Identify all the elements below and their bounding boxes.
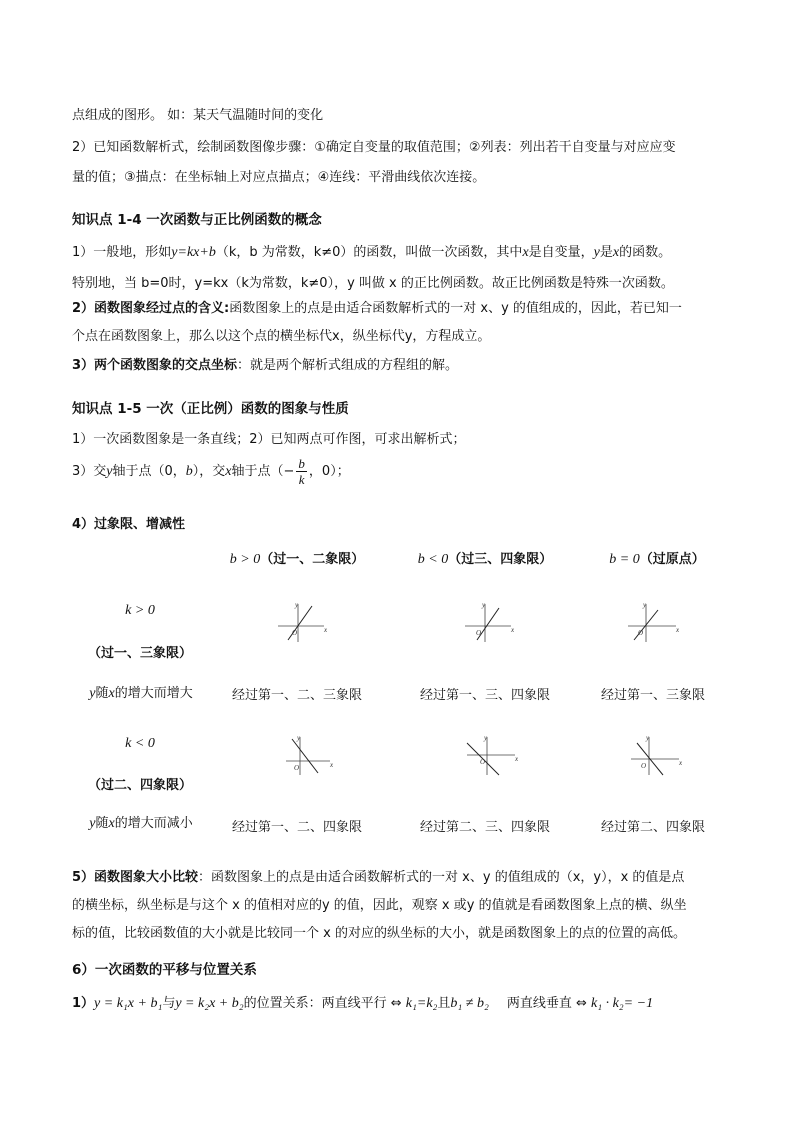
row-k-neg-label: （过二、四象限） [87,778,192,793]
kp14-title: 知识点 1-4 一次函数与正比例函数的概念 [72,212,322,228]
caption-kpos-bzero: 经过第一、三象限 [600,688,705,703]
kp15-p2: 3）交y轴于点（0，b），交x轴于点（− $\frac{b}{k}$ ，0）； [72,456,350,487]
graph-kneg-bzero [627,735,687,777]
graph-kpos-bneg [461,602,521,644]
kp14-p3: 2）函数图象经过点的含义:函数图象上的点是由适合函数解析式的一对 x、y 的值组成的，因此，若已知一 [72,301,682,316]
kp14-p4: 个点在函数图象上，那么以这个点的横坐标代x，纵坐标代y，方程成立。 [72,329,491,344]
svg-text:O: O [638,629,644,637]
row-k-neg-cond: k < 0 [125,736,155,751]
row-k-pos-label: （过一、三象限） [87,646,192,661]
kp15-p1: 1）一次函数图象是一条直线；2）已知两点可作图，可求出解析式； [72,432,466,447]
p6-title: 6）一次函数的平移与位置关系 [72,962,257,978]
col-header-b-zero: b = 0（过原点） [609,552,705,567]
linear-expr: y=kx+b [171,245,216,260]
svg-text:x: x [515,755,519,763]
caption-kneg-bneg: 经过第二、三、四象限 [419,820,550,835]
svg-text:x: x [324,626,328,634]
intro-line-2: 2）已知函数解析式，绘制函数图像步骤：①确定自变量的取值范围；②列表：列出若干自变量与对应应变 [72,140,676,155]
graph-kpos-bzero [624,602,684,644]
kp14-p5: 3）两个函数图象的交点坐标：就是两个解析式组成的方程组的解。 [72,358,459,373]
svg-text:y: y [297,734,301,742]
caption-kneg-bpos: 经过第一、二、四象限 [231,820,362,835]
row-k-pos-trend: y随x的增大而增大 [89,686,193,701]
kp14-p2: 特别地，当 b=0时，y=kx（k为常数，k≠0），y 叫做 x 的正比例函数。故正比例函数是特殊一次函数。 [72,276,674,291]
svg-text:x: x [511,626,515,634]
svg-text:x: x [676,626,680,634]
svg-text:O: O [480,758,486,766]
svg-text:O: O [294,764,300,772]
svg-text:O: O [292,629,298,637]
row-k-neg-trend: y随x的增大而减小 [89,816,193,831]
graph-kpos-bpos [274,602,334,644]
kp14-p1: 1）一般地，形如y=kx+b（k，b 为常数，k≠0）的函数，叫做一次函数，其中x是自变量，y是x的函数。 [72,245,672,260]
svg-text:x: x [330,761,334,769]
svg-text:x: x [679,759,683,767]
p5-line-3: 标的值，比较函数值的大小就是比较同一个 x 的对应的纵坐标的大小，就是函数图象上的点的位置的高低。 [72,926,686,941]
p5-line-2: 的横坐标，纵坐标是与这个 x 的值相对应的y 的值，因此，观察 x 或y 的值就是看函数图象上点的横、纵坐 [72,898,687,913]
kp15-title: 知识点 1-5 一次（正比例）函数的图象与性质 [72,401,349,417]
caption-kpos-bneg: 经过第一、三、四象限 [419,688,550,703]
svg-text:y: y [646,734,650,742]
kp15-p3: 4）过象限、增减性 [72,517,186,532]
intro-line-3: 量的值；③描点：在坐标轴上对应点描点；④连线：平滑曲线依次连接。 [72,170,486,185]
svg-text:y: y [295,601,299,609]
svg-text:O: O [476,629,482,637]
p5-line-1: 5）函数图象大小比较：函数图象上的点是由适合函数解析式的一对 x、y 的值组成的（x，y），x 的值是点 [72,870,685,885]
svg-text:y: y [643,601,647,609]
caption-kneg-bzero: 经过第二、四象限 [600,820,705,835]
graph-kneg-bpos [282,735,342,777]
svg-text:O: O [641,762,647,770]
graph-kneg-bneg [463,735,523,777]
col-header-b-neg: b < 0（过三、四象限） [417,552,553,567]
p6-line-1: 1）y = k₁x + b₁与y = k₂x + b₂的位置关系：两直线平行 ⇔ k₁=k₂且b₁ ≠ b₂ 两直线垂直 ⇔ k₁ · k₂= −1 [72,996,654,1011]
fraction-b-over-k: $\frac{b}{k}$ [298,456,305,487]
svg-text:y: y [484,734,488,742]
intro-line-1: 点组成的图形。 如：某天气温随时间的变化 [72,108,324,123]
col-header-b-pos: b > 0（过一、二象限） [229,552,365,567]
svg-text:y: y [482,601,486,609]
caption-kpos-bpos: 经过第一、二、三象限 [231,688,362,703]
row-k-pos-cond: k > 0 [125,603,155,618]
